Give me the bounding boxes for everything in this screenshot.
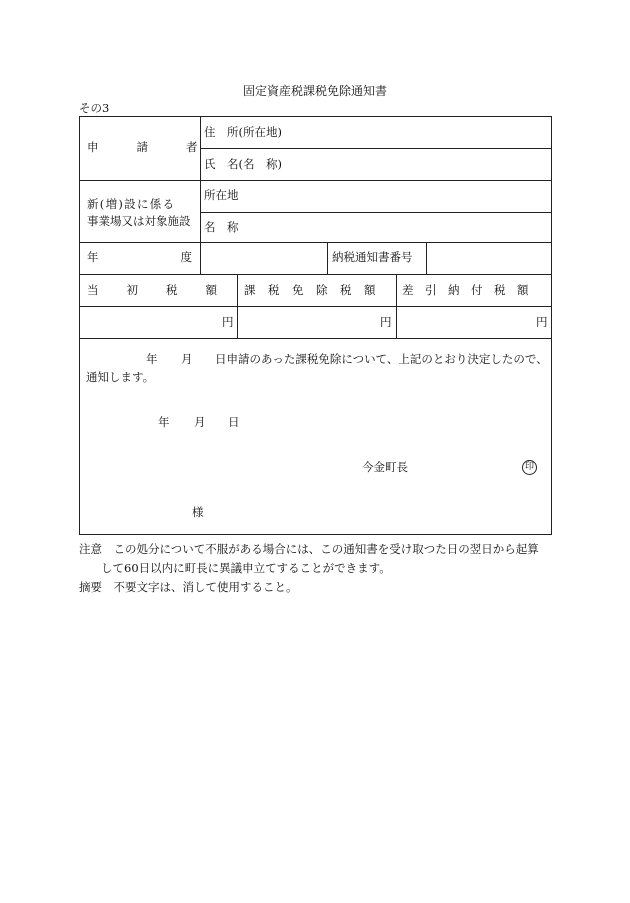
year-label	[87, 250, 274, 264]
facility-location-label: 所在地	[204, 188, 239, 202]
address-label: 住 所(所在地)	[204, 125, 282, 139]
form-number: その3	[79, 101, 110, 115]
notes-section	[79, 540, 559, 597]
caution-line2: して60日以内に町長に異議申立てすることができます。	[101, 561, 391, 575]
seal-icon: 印	[522, 460, 537, 475]
yen-exemption: 円	[380, 315, 392, 329]
net-payment-label: 差引納付税額	[402, 283, 540, 297]
mayor-title: 今金町長	[362, 460, 408, 474]
notice-year: 年	[158, 415, 170, 429]
applicant-label	[87, 140, 236, 154]
year-label-text: 年度	[87, 250, 274, 264]
body-date-month: 月	[181, 352, 193, 366]
yen-net: 円	[536, 315, 548, 329]
applicant-label-text: 申請者	[87, 140, 236, 154]
notice-month: 月	[194, 415, 206, 429]
summary-text: 不要文字は、消して使用すること。	[113, 580, 298, 594]
document-title: 固定資産税課税免除通知書	[242, 84, 387, 98]
caution-line1	[79, 540, 559, 559]
body-text-line2: 通知します。	[86, 370, 155, 384]
yen-initial: 円	[222, 315, 234, 329]
exemption-tax-label: 課税免除税額	[244, 283, 388, 297]
notice-number-label: 納税通知書番号	[332, 250, 413, 264]
notice-form-table	[79, 116, 552, 535]
notice-day: 日	[228, 415, 240, 429]
facility-name-label: 名 称	[204, 220, 239, 234]
facility-label-line1: 新(増)設に係る	[87, 197, 176, 211]
caution-label: 注意	[79, 542, 102, 556]
body-text-line1: 日申請のあった課税免除について、上記のとおり決定したので、	[215, 352, 548, 366]
summary-line	[79, 578, 559, 597]
facility-label-line2: 事業場又は対象施設	[87, 214, 191, 228]
summary-label: 摘要	[79, 580, 102, 594]
body-date-year: 年	[146, 352, 158, 366]
initial-tax-label: 当初税額	[87, 283, 245, 297]
addressee-sama: 様	[192, 505, 204, 519]
name-label: 氏 名(名 称)	[204, 157, 282, 171]
caution-text-1: この処分について不服がある場合には、この通知書を受け取つた日の翌日から起算	[113, 542, 539, 556]
